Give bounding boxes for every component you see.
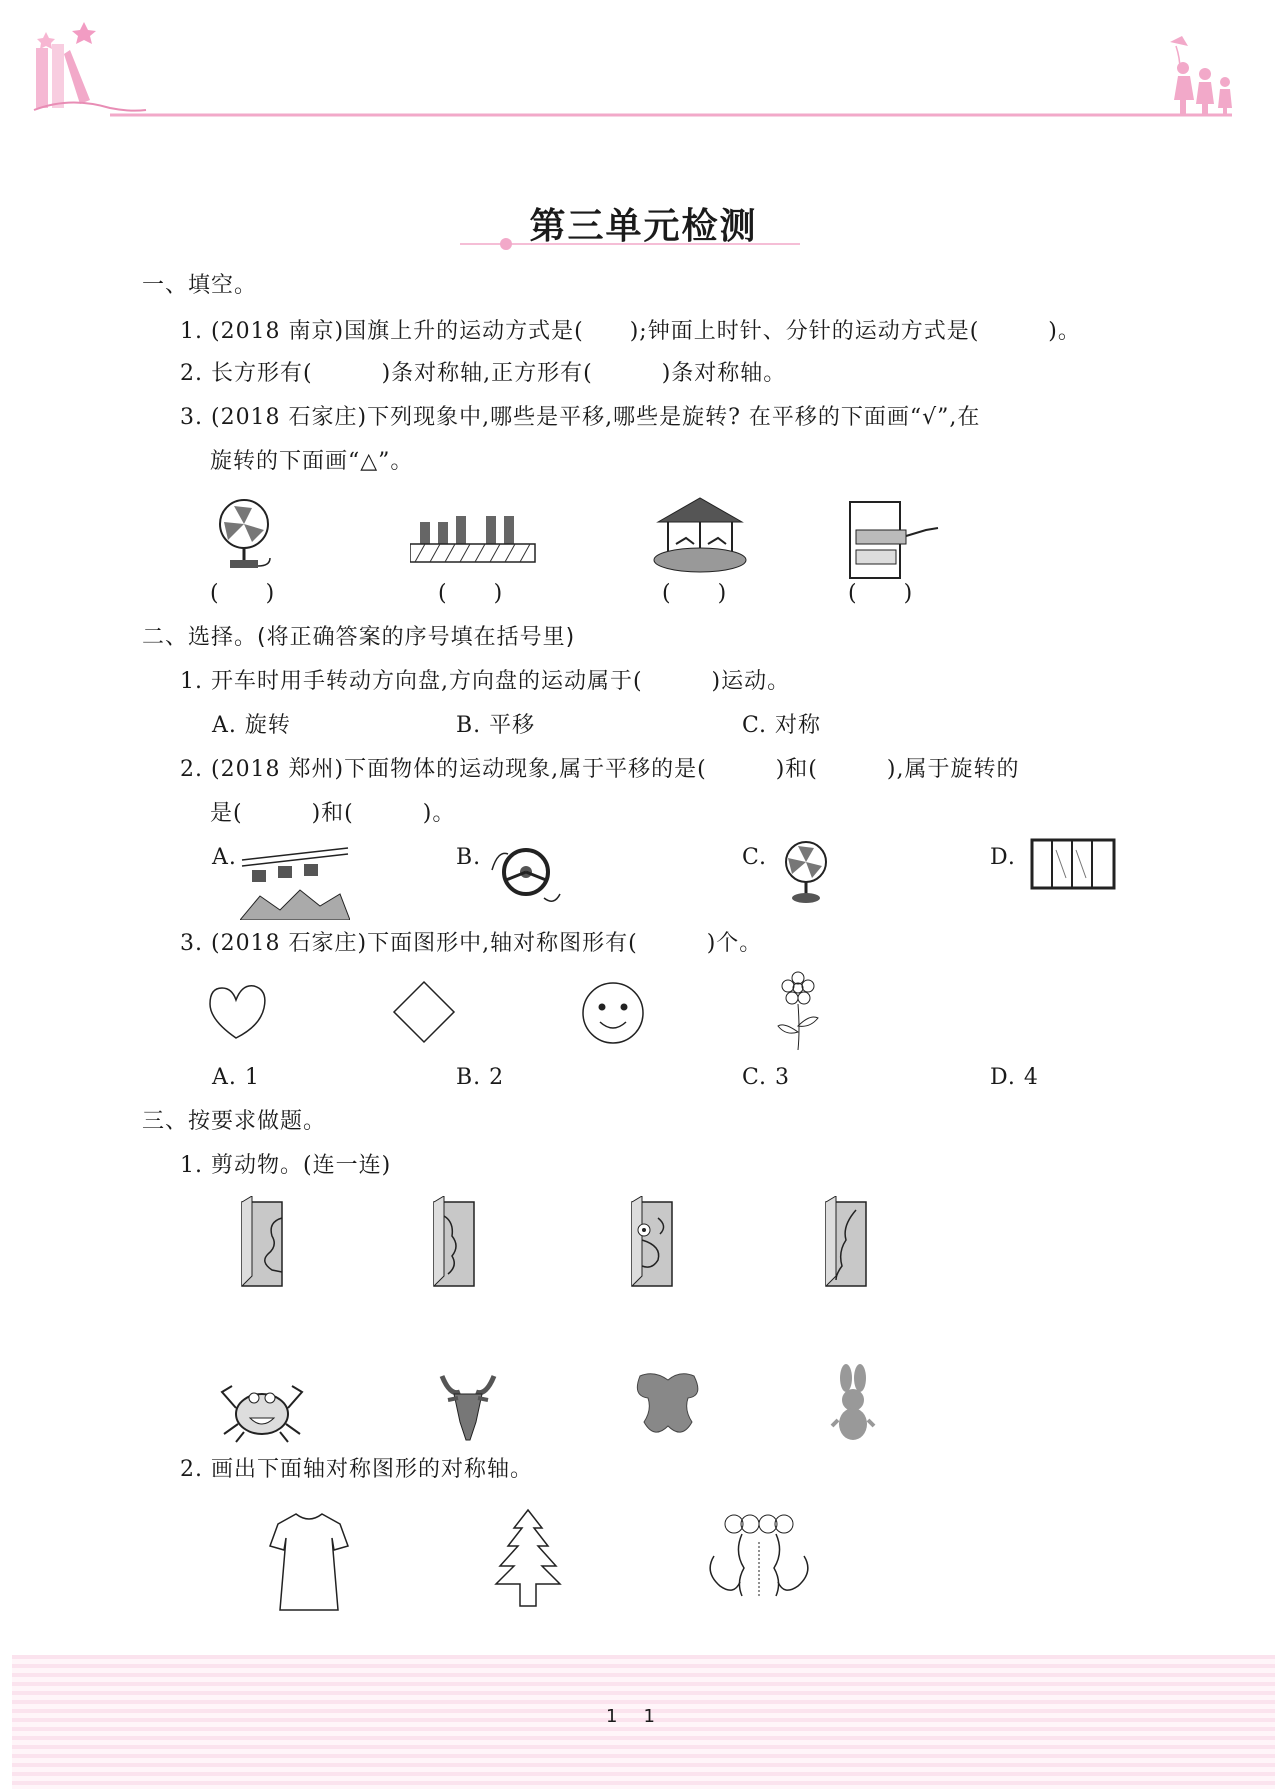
folded-paper-4-icon [822, 1196, 870, 1288]
s2-q2-label-b: B. [456, 845, 482, 870]
s3-question-1: 1. 剪动物。(连一连) [180, 1153, 392, 1178]
s1-q3-blank-4[interactable]: ( ) [848, 581, 914, 606]
folded-paper-2-icon [430, 1196, 478, 1288]
s2-question-2-line-2: 是( )和( )。 [210, 801, 456, 826]
s3-question-2: 2. 画出下面轴对称图形的对称轴。 [180, 1457, 533, 1482]
dress-shape-icon [268, 1510, 350, 1614]
title-underline [460, 236, 800, 252]
s1-q3-blank-3[interactable]: ( ) [662, 581, 728, 606]
sliding-window-icon [1030, 838, 1116, 890]
squirrel-shape-icon [630, 1366, 704, 1442]
tree-shape-icon [490, 1508, 566, 1608]
electric-fan-icon [212, 496, 282, 576]
bottles-conveyor-icon [410, 512, 540, 566]
page-number: 1 1 [606, 1706, 659, 1727]
cable-car-icon [240, 844, 350, 920]
section-3-heading: 三、按要求做题。 [142, 1109, 327, 1134]
s1-q3-blank-2[interactable]: ( ) [438, 581, 504, 606]
drawer-cabinet-icon [846, 500, 946, 580]
s2-q3-option-d: D. 4 [990, 1065, 1039, 1090]
s2-q3-option-c: C. 3 [742, 1065, 791, 1090]
section-2-heading: 二、选择。(将正确答案的序号填在括号里) [142, 625, 576, 650]
s2-q1-option-b: B. 平移 [456, 713, 536, 738]
header-decoration [0, 0, 1287, 140]
rabbit-shape-icon [828, 1364, 878, 1444]
goat-head-icon [434, 1366, 502, 1446]
heart-shape-icon [206, 980, 270, 1044]
s2-q2-label-c: C. [742, 845, 768, 870]
books-logo-icon [34, 22, 146, 111]
section-1-heading: 一、填空。 [142, 273, 258, 298]
s1-question-2: 2. 长方形有( )条对称轴,正方形有( )条对称轴。 [180, 361, 787, 386]
diamond-shape-icon [392, 980, 456, 1044]
s1-question-3-line-1: 3. (2018 石家庄)下列现象中,哪些是平移,哪些是旋转? 在平移的下面画“√”,在 [180, 405, 981, 430]
s2-question-2-line-1: 2. (2018 郑州)下面物体的运动现象,属于平移的是( )和( ),属于旋转的 [180, 757, 1020, 782]
s2-q2-label-d: D. [990, 845, 1016, 870]
mice-pair-icon [704, 1512, 814, 1600]
desk-fan-icon [776, 836, 836, 906]
children-kite-icon [1170, 36, 1232, 116]
steering-wheel-icon [488, 840, 564, 910]
folded-paper-3-icon [628, 1196, 676, 1288]
crab-icon [218, 1372, 306, 1444]
s2-q3-option-b: B. 2 [456, 1065, 505, 1090]
flower-shape-icon [770, 970, 826, 1052]
s1-question-3-line-2: 旋转的下面画“△”。 [210, 449, 414, 474]
page-title: 第三单元检测 [529, 205, 758, 247]
s2-q1-option-a: A. 旋转 [212, 713, 291, 738]
smiley-face-icon [580, 980, 646, 1046]
s1-question-1: 1. (2018 南京)国旗上升的运动方式是( );钟面上时针、分针的运动方式是( )。 [180, 319, 1081, 344]
s2-question-3: 3. (2018 石家庄)下面图形中,轴对称图形有( )个。 [180, 931, 763, 956]
s1-q3-blank-1[interactable]: ( ) [210, 581, 276, 606]
s2-q3-option-a: A. 1 [212, 1065, 260, 1090]
folded-paper-1-icon [238, 1196, 286, 1288]
s2-q1-option-c: C. 对称 [742, 713, 822, 738]
s2-question-1: 1. 开车时用手转动方向盘,方向盘的运动属于( )运动。 [180, 669, 791, 694]
s2-q2-label-a: A. [212, 845, 237, 870]
carousel-icon [650, 494, 750, 576]
